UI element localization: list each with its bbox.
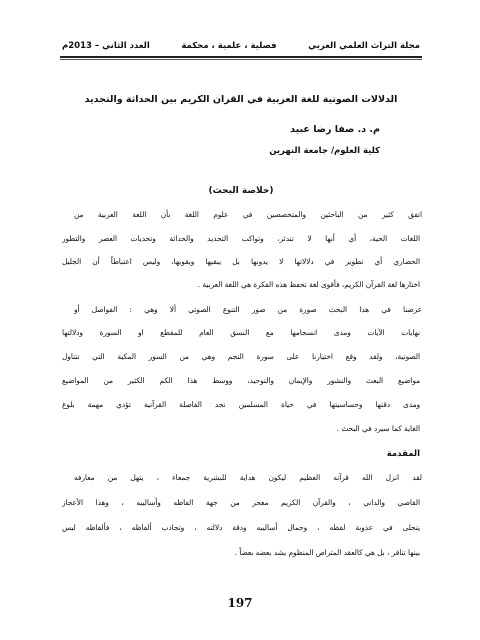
author-name: م. د. صفا رضا عبيد (290, 124, 380, 135)
introduction-heading: المقدمة (386, 449, 420, 459)
abstract-line: الحضاري أي تطوير في دلالاتها لا يدوبها بل يبقيها ويقويها، وليس اعتباطاً أن الجليل (62, 257, 420, 266)
abstract-line: ومدى دقتها وحساسيتها في حياة المسلمين نجد الفاصلة القرآنية تؤدي مهمة بلوغ (62, 400, 420, 409)
intro-line: القاصي والداني ، والقرآن الكريم معجز من جهة الفاظه وأساليبه ، وهذا الأعجاز (62, 498, 420, 507)
running-header (62, 36, 420, 56)
journal-name: مجلة التراث العلمي العربي (308, 41, 420, 51)
page-number: 197 (227, 596, 253, 610)
abstract-line: مواضيع البعث والنشور والإيمان والتوحيد، ووسط هذا الكم الكثير من المواضيع (62, 376, 420, 385)
intro-line: يتجلى في عذوبة لفظه ، وجمال أساليبه ودقة دلالته ، وتجاذب ألفاظه ، فألفاظه ليس (62, 523, 420, 532)
abstract-line: عرضنا في هذا البحث صورة من صور التنوع الصوتي ألا وهي : الفواصل أو (74, 305, 422, 314)
intro-line: بينها تنافر ، بل هي كالعقد المتراص المنظوم يشد بعضه بعضاً . (234, 548, 420, 557)
intro-line: لقد انزل الله قرآنه العظيم ليكون هداية للبشرية جمعاء ، يتهل من معارفه (74, 473, 422, 482)
header-rule-thin (60, 59, 422, 60)
abstract-line: اتفق كثير من الباحثين والمتخصصين في علوم اللغة بأن اللغة العربية من (74, 210, 422, 219)
abstract-line: اختارها لغة القرآن الكريم، فأقوى لغة تحفظ هذه الفكرة هي اللغة العربية . (197, 280, 420, 289)
issue-info: العدد الثاني – 2013م (62, 41, 150, 51)
journal-type: فصلية ، علمية ، محكمة (181, 41, 277, 51)
abstract-line: نهايات الآيات ومدى انسجامها مع النسق العام للمقطع او السورة ودلالتها (62, 328, 420, 337)
paper-title: الدلالات الصوتية للغة العربية في القران الكريم بين الحداثة والتجديد (84, 94, 398, 105)
abstract-line: الصوتية، ولقد وقع اختيارنا على سورة النجم وهي من السور المكية التي تتناول (62, 352, 420, 361)
author-affiliation: كلية العلوم/ جامعة النهرين (269, 146, 380, 156)
header-rule (60, 56, 422, 58)
abstract-heading: (خلاصة البحث) (208, 186, 274, 196)
abstract-line: الغاية كما سيرد في البحث . (336, 424, 420, 433)
abstract-line: اللغات الحية، أي أنها لا تندثر، وتواكب التجديد والحداثة وتحديات العصر والتطور (62, 234, 420, 243)
